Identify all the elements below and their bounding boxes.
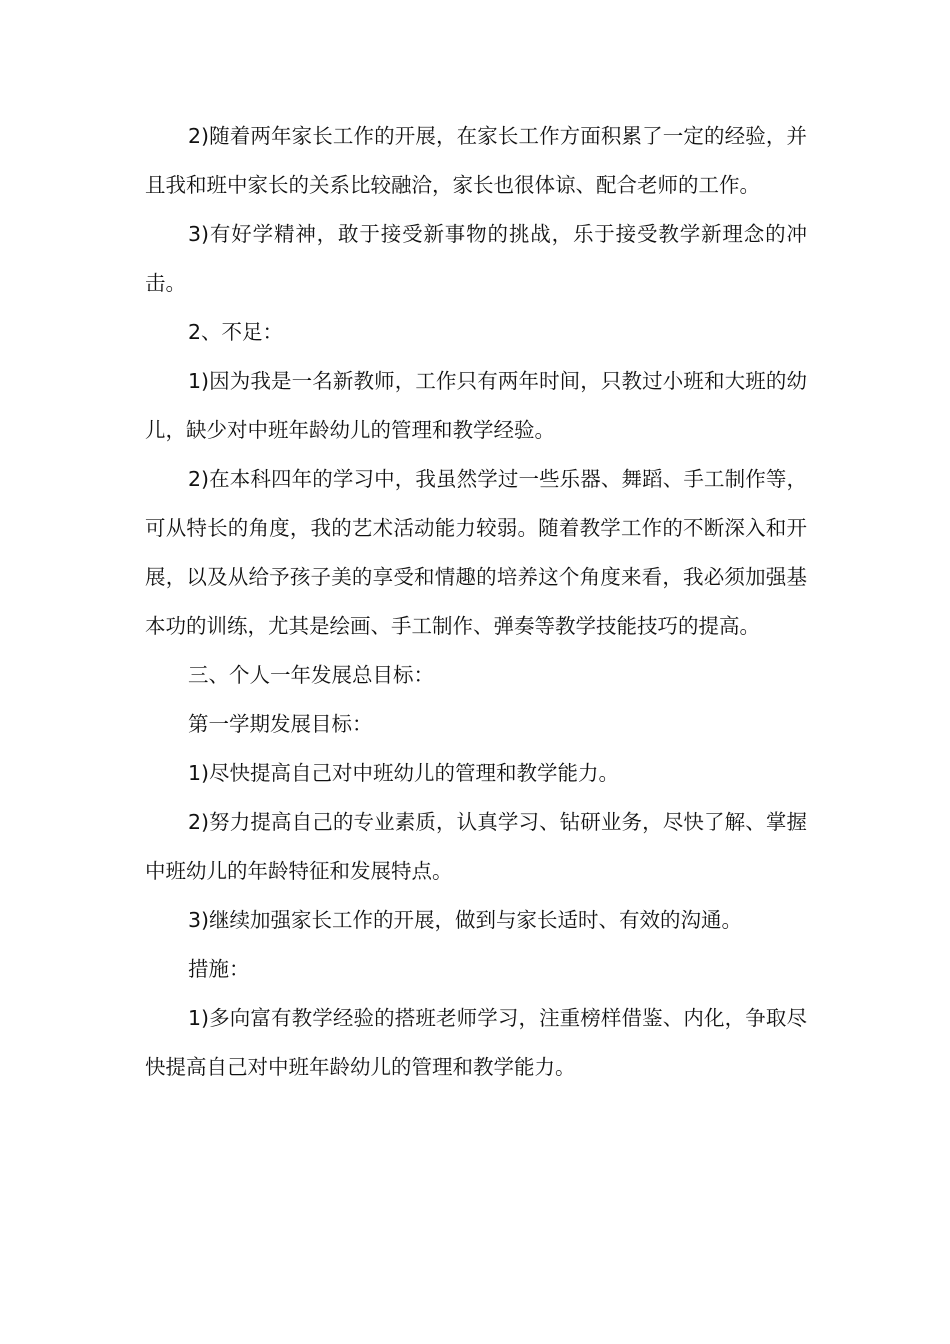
subheading-first-semester-goals: 第一学期发展目标：	[188, 712, 373, 736]
paragraph-1: 2)随着两年家长工作的开展，在家长工作方面积累了一定的经验，并且我和班中家长的关系比较融洽，家长也很体谅、配合老师的工作。	[145, 124, 807, 197]
section-heading-annual-goals: 三、个人一年发展总目标：	[188, 663, 434, 687]
paragraph-5: 2)在本科四年的学习中，我虽然学过一些乐器、舞蹈、手工制作等，可从特长的角度，我的艺术活动能力较弱。随着教学工作的不断深入和开展，以及从给予孩子美的享受和情趣的培养这个角度来看，我必须加强基本功的训练，尤其是绘画、手工制作、弹奏等教学技能技巧的提高。	[145, 467, 807, 638]
document-page	[145, 112, 807, 1092]
paragraph-8: 1)尽快提高自己对中班幼儿的管理和教学能力。	[188, 761, 620, 785]
paragraph-2: 3)有好学精神，敢于接受新事物的挑战，乐于接受教学新理念的冲击。	[145, 222, 807, 295]
paragraph-12: 1)多向富有教学经验的搭班老师学习，注重榜样借鉴、内化，争取尽快提高自己对中班年龄幼儿的管理和教学能力。	[145, 1006, 807, 1079]
subheading-measures: 措施：	[188, 957, 250, 981]
paragraph-9: 2)努力提高自己的专业素质，认真学习、钻研业务，尽快了解、掌握中班幼儿的年龄特征和发展特点。	[145, 810, 807, 883]
paragraph-10: 3)继续加强家长工作的开展，做到与家长适时、有效的沟通。	[188, 908, 743, 932]
paragraph-4: 1)因为我是一名新教师，工作只有两年时间，只教过小班和大班的幼儿，缺少对中班年龄幼儿的管理和教学经验。	[145, 369, 807, 442]
section-heading-shortcomings: 2、不足：	[188, 320, 284, 344]
